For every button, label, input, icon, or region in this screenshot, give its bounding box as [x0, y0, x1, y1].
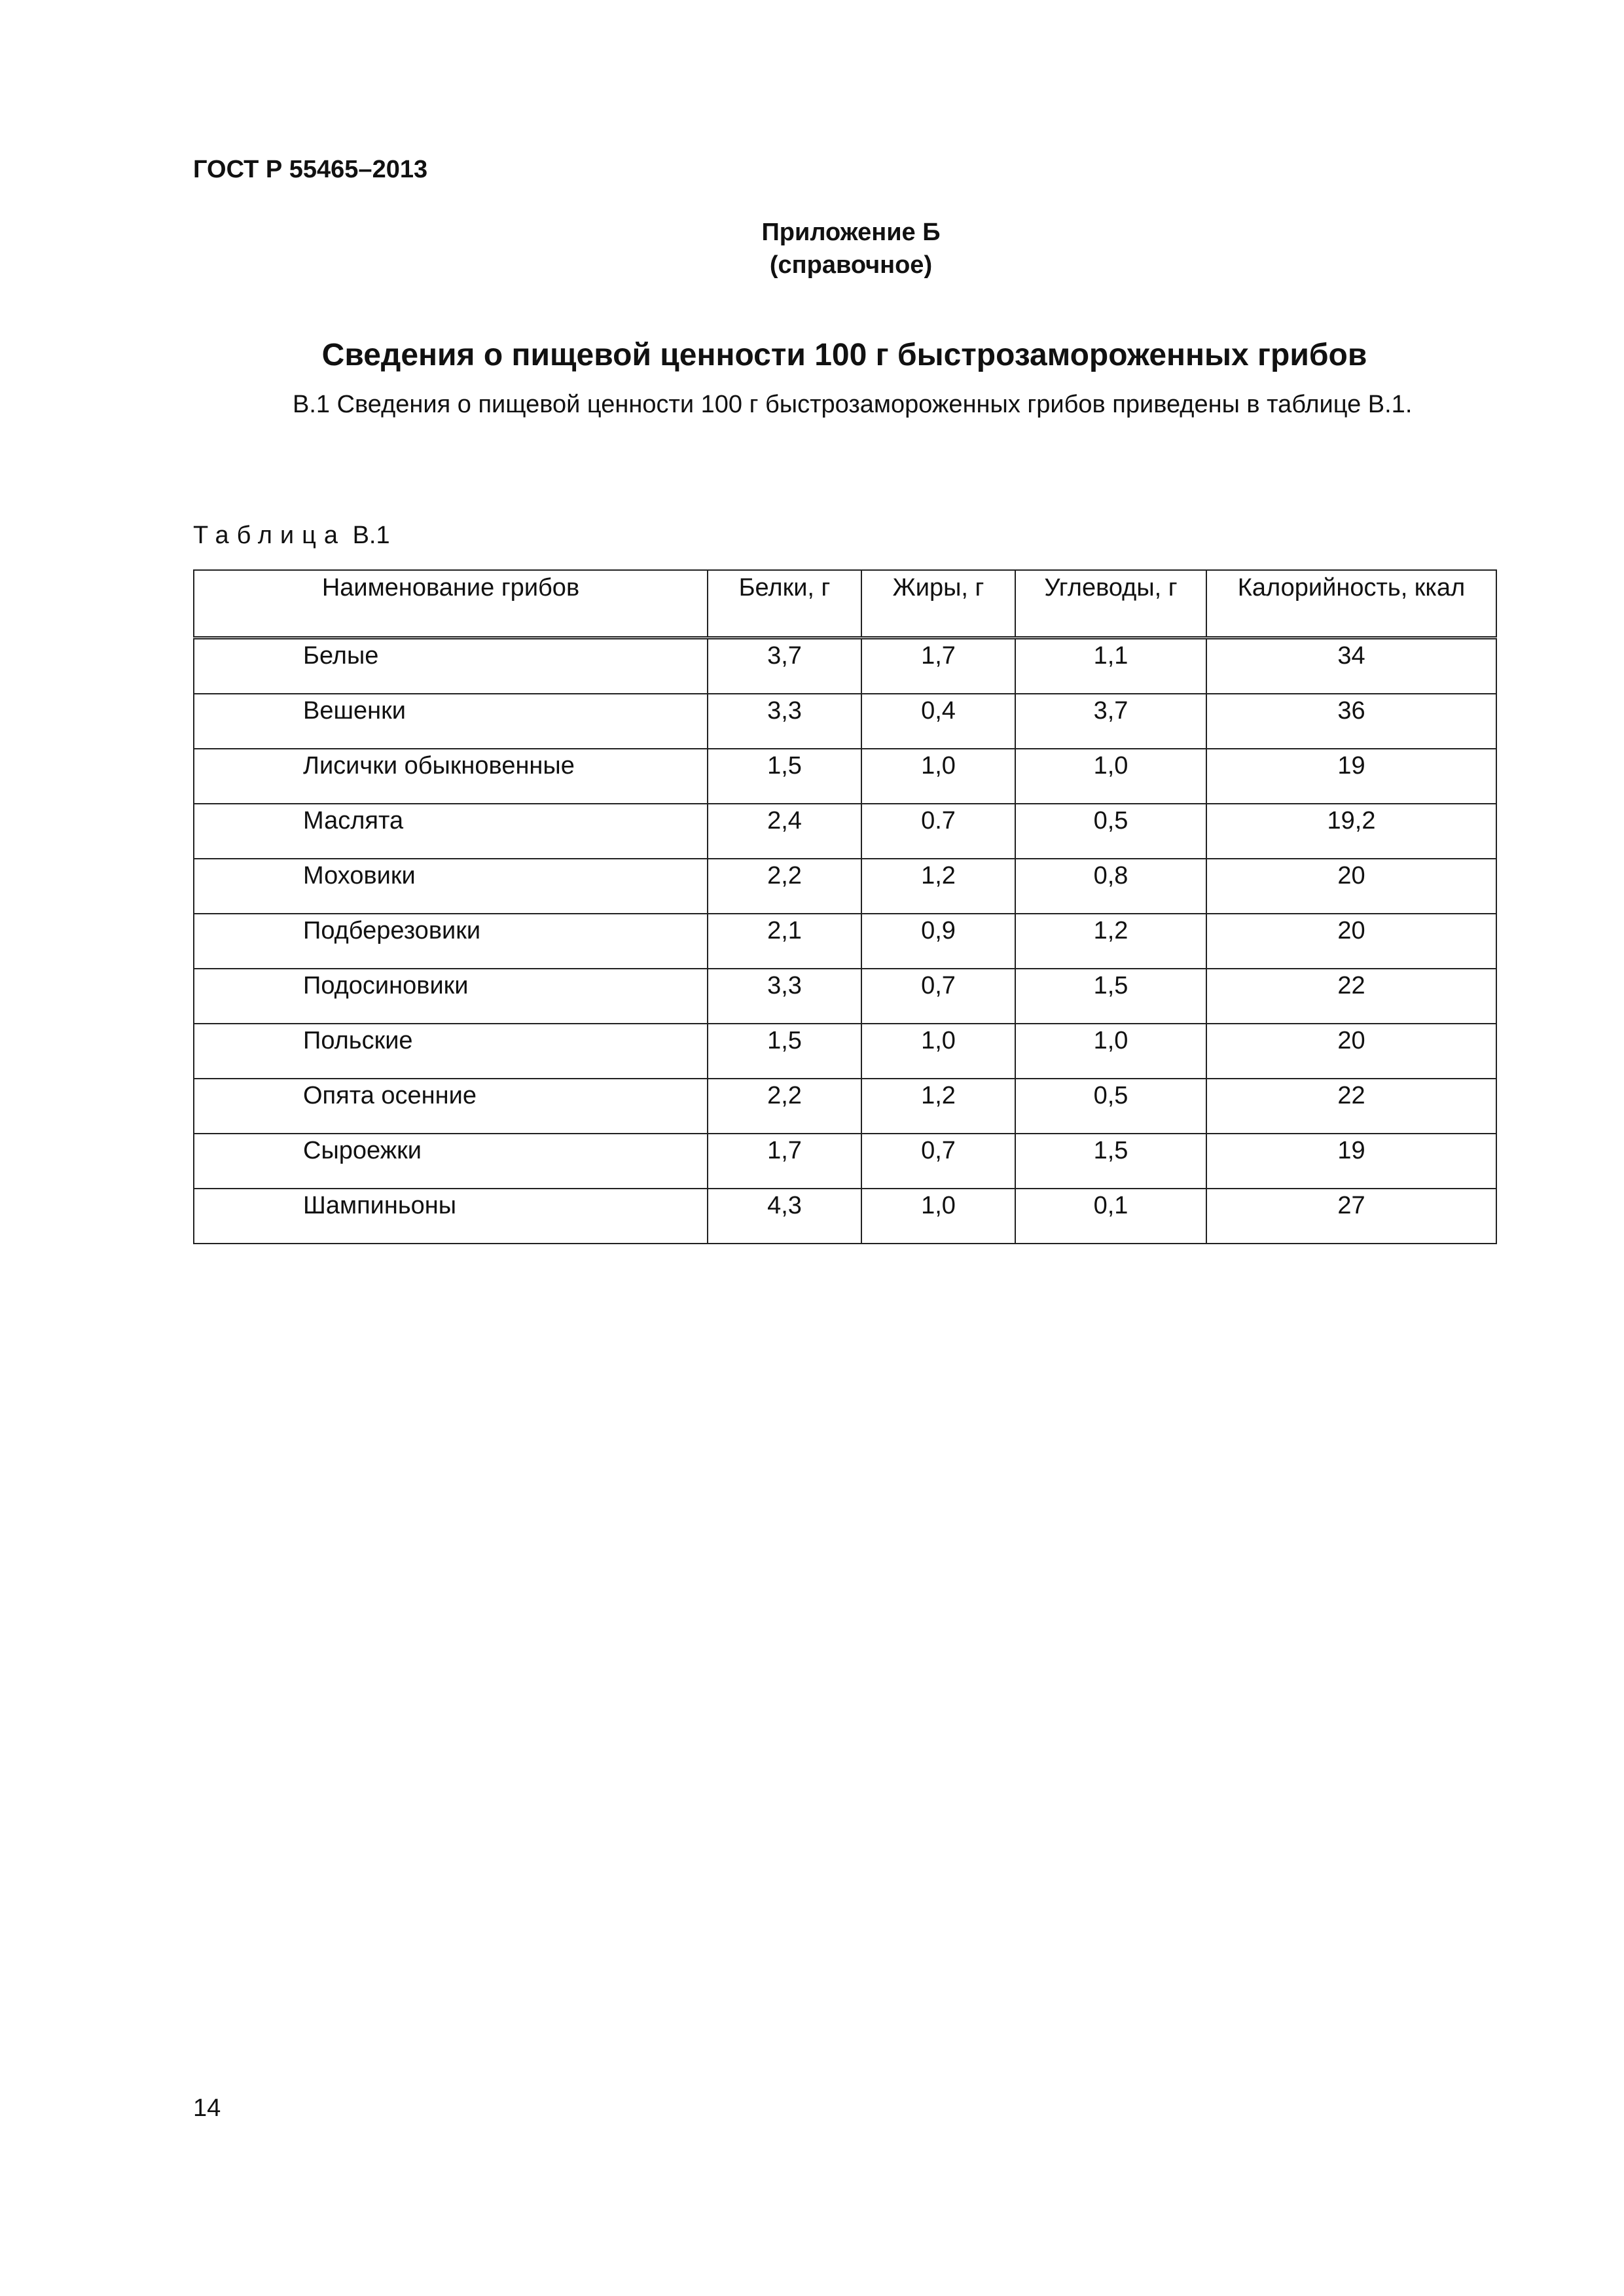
section-heading: Сведения о пищевой ценности 100 г быстрозамороженных грибов [321, 338, 1367, 372]
cell-name: Опята осенние [194, 1079, 708, 1134]
cell-name: Польские [194, 1024, 708, 1079]
cell-protein: 2,4 [708, 804, 861, 859]
cell-carbohydrates: 1,0 [1015, 1024, 1206, 1079]
cell-carbohydrates: 1,2 [1015, 914, 1206, 969]
intro-paragraph: В.1 Сведения о пищевой ценности 100 г быстрозамороженных грибов приведены в таблице В.1. [293, 391, 1413, 418]
cell-fat: 1,2 [861, 859, 1015, 914]
cell-calories: 27 [1206, 1189, 1496, 1244]
cell-name: Белые [194, 638, 708, 694]
cell-name: Подберезовики [194, 914, 708, 969]
cell-calories: 19 [1206, 1134, 1496, 1189]
cell-calories: 34 [1206, 638, 1496, 694]
table-row [194, 1189, 1496, 1244]
cell-carbohydrates: 3,7 [1015, 694, 1206, 749]
cell-carbohydrates: 0,1 [1015, 1189, 1206, 1244]
table-row [194, 694, 1496, 749]
cell-fat: 1,0 [861, 1189, 1015, 1244]
cell-carbohydrates: 1,1 [1015, 638, 1206, 694]
header-mushroom-name: Наименование грибов [194, 570, 708, 638]
table-row [194, 638, 1496, 694]
table-row [194, 969, 1496, 1024]
table-row [194, 1024, 1496, 1079]
table-caption [193, 522, 390, 550]
cell-carbohydrates: 0,5 [1015, 1079, 1206, 1134]
table-row [194, 1134, 1496, 1189]
cell-calories: 22 [1206, 969, 1496, 1024]
table-row [194, 859, 1496, 914]
cell-fat: 0,4 [861, 694, 1015, 749]
nutrition-table [193, 569, 1497, 1244]
appendix-title: Приложение Б [761, 219, 941, 246]
cell-calories: 19,2 [1206, 804, 1496, 859]
cell-fat: 0,9 [861, 914, 1015, 969]
cell-carbohydrates: 1,5 [1015, 1134, 1206, 1189]
cell-calories: 19 [1206, 749, 1496, 804]
cell-protein: 1,5 [708, 749, 861, 804]
cell-calories: 20 [1206, 914, 1496, 969]
appendix-block [655, 216, 1047, 281]
header-carbohydrates: Углеводы, г [1015, 570, 1206, 638]
cell-protein: 3,7 [708, 638, 861, 694]
cell-carbohydrates: 0,5 [1015, 804, 1206, 859]
header-calories: Калорийность, ккал [1206, 570, 1496, 638]
cell-calories: 22 [1206, 1079, 1496, 1134]
cell-name: Моховики [194, 859, 708, 914]
cell-protein: 3,3 [708, 694, 861, 749]
cell-protein: 2,2 [708, 1079, 861, 1134]
cell-carbohydrates: 1,0 [1015, 749, 1206, 804]
cell-fat: 0,7 [861, 1134, 1015, 1189]
cell-name: Сыроежки [194, 1134, 708, 1189]
table-caption-label: Таблица [193, 522, 346, 549]
cell-fat: 0.7 [861, 804, 1015, 859]
cell-protein: 2,2 [708, 859, 861, 914]
header-fat: Жиры, г [861, 570, 1015, 638]
cell-fat: 1,0 [861, 1024, 1015, 1079]
standard-code: ГОСТ Р 55465–2013 [193, 156, 428, 183]
table-row [194, 804, 1496, 859]
cell-calories: 20 [1206, 1024, 1496, 1079]
cell-fat: 1,2 [861, 1079, 1015, 1134]
appendix-type: (справочное) [769, 251, 933, 279]
cell-protein: 2,1 [708, 914, 861, 969]
cell-carbohydrates: 0,8 [1015, 859, 1206, 914]
cell-name: Лисички обыкновенные [194, 749, 708, 804]
cell-carbohydrates: 1,5 [1015, 969, 1206, 1024]
cell-protein: 1,7 [708, 1134, 861, 1189]
cell-calories: 20 [1206, 859, 1496, 914]
cell-name: Шампиньоны [194, 1189, 708, 1244]
table-row [194, 1079, 1496, 1134]
table-row [194, 749, 1496, 804]
cell-calories: 36 [1206, 694, 1496, 749]
cell-name: Подосиновики [194, 969, 708, 1024]
cell-protein: 3,3 [708, 969, 861, 1024]
cell-protein: 4,3 [708, 1189, 861, 1244]
cell-fat: 1,7 [861, 638, 1015, 694]
cell-name: Вешенки [194, 694, 708, 749]
table-header-row [194, 570, 1496, 638]
header-protein: Белки, г [708, 570, 861, 638]
cell-fat: 0,7 [861, 969, 1015, 1024]
cell-fat: 1,0 [861, 749, 1015, 804]
table-row [194, 914, 1496, 969]
page-number: 14 [193, 2094, 221, 2122]
cell-name: Маслята [194, 804, 708, 859]
table-caption-number: В.1 [352, 522, 390, 549]
cell-protein: 1,5 [708, 1024, 861, 1079]
